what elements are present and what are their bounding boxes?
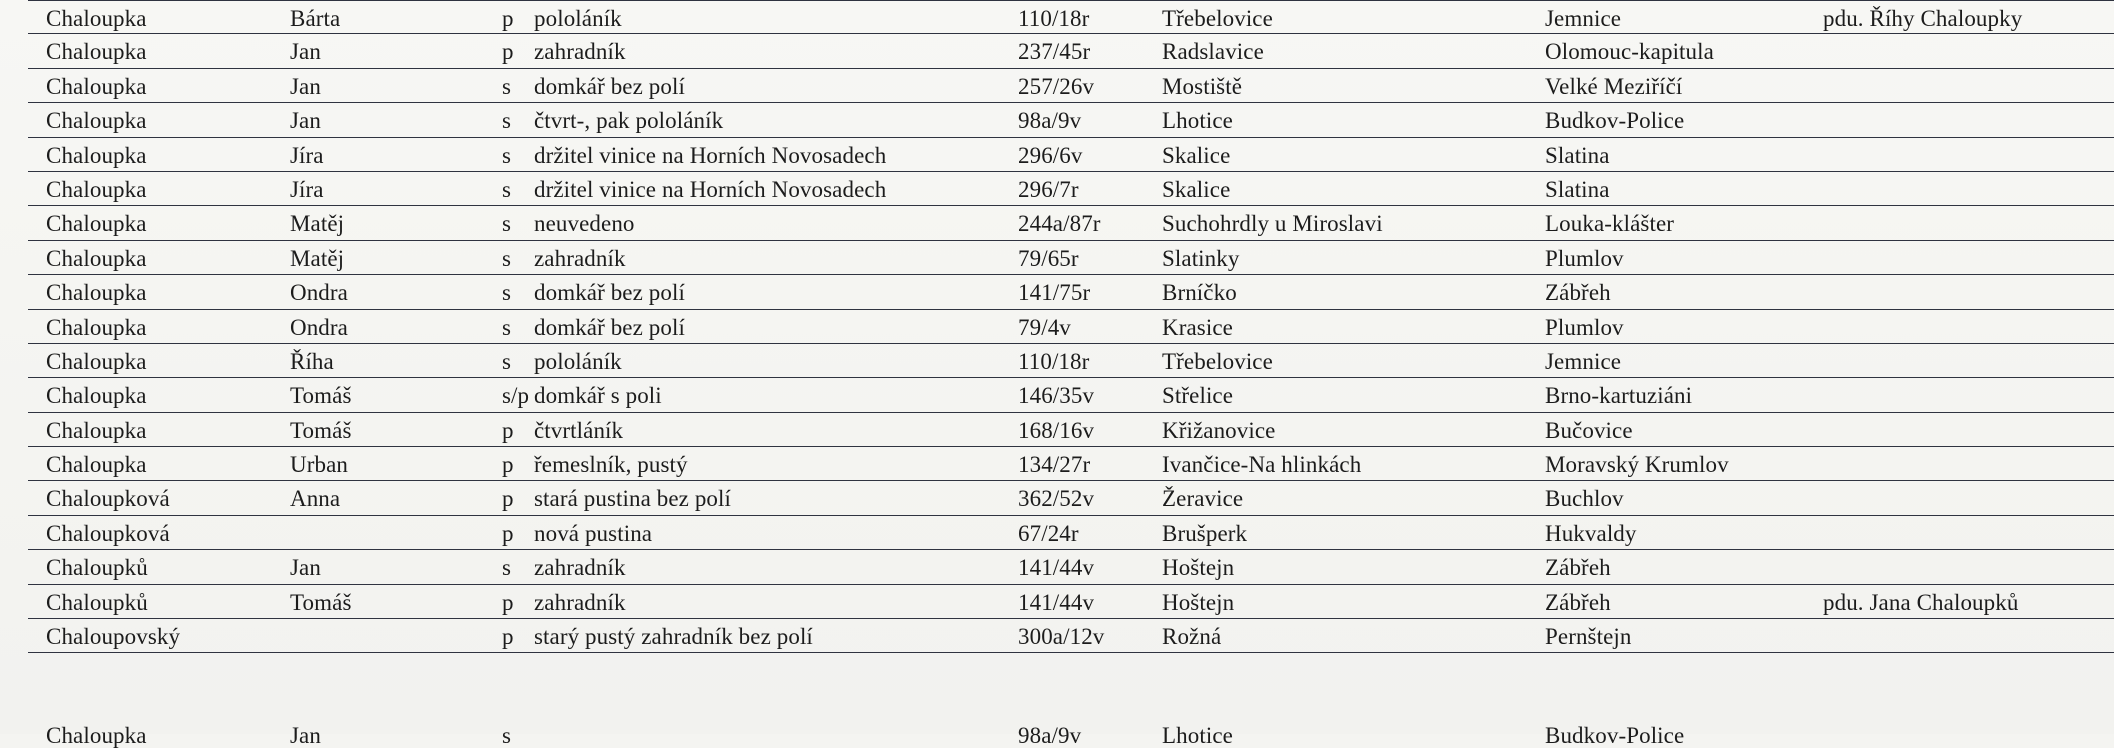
village-cell: Brníčko [1162, 280, 1237, 306]
village-cell: Brušperk [1162, 520, 1248, 546]
table-row [28, 206, 2114, 240]
village-cell: Suchohrdly u Miroslavi [1162, 211, 1383, 237]
village-cell: Třebelovice [1162, 348, 1273, 374]
estate-cell: Louka-klášter [1545, 211, 1675, 237]
occupation-cell: domkář bez polí [534, 73, 685, 99]
status-cell: p [502, 39, 514, 65]
estate-cell: Olomouc-kapitula [1545, 39, 1714, 65]
surname-cell: Chaloupka [46, 383, 147, 409]
table-row [28, 310, 2114, 344]
village-cell: Třebelovice [1162, 6, 1273, 31]
occupation-cell: nová pustina [534, 520, 653, 546]
table-row [28, 34, 2114, 68]
folio-cell: 141/44v [1018, 555, 1095, 581]
folio-cell: 296/6v [1018, 142, 1083, 168]
note-cell: pdu. Jana Chaloupků [1823, 589, 2019, 615]
given-name-cell: Matěj [290, 245, 345, 271]
estate-cell: Velké Meziříčí [1545, 73, 1683, 99]
given-name-cell: Urban [290, 452, 348, 478]
status-cell: s [502, 723, 512, 748]
surname-cell: Chaloupková [46, 520, 170, 546]
village-cell: Střelice [1162, 383, 1234, 409]
given-name-cell: Jan [290, 39, 321, 65]
surname-cell: Chaloupka [46, 280, 147, 306]
estate-cell: Slatina [1545, 176, 1610, 202]
folio-cell: 134/27r [1018, 452, 1091, 478]
table-row [28, 378, 2114, 412]
given-name-cell: Jan [290, 73, 321, 99]
estate-cell: Jemnice [1545, 6, 1622, 31]
occupation-cell: domkář bez polí [534, 314, 685, 340]
status-cell: p [502, 6, 514, 31]
occupation-cell: zahradník [534, 589, 626, 615]
surname-cell: Chaloupka [46, 142, 147, 168]
occupation-cell: stará pustina bez polí [534, 486, 732, 512]
status-cell: s [502, 245, 512, 271]
surname-cell: Chaloupků [46, 589, 148, 615]
surname-cell: Chaloupka [46, 348, 147, 374]
folio-cell: 79/65r [1018, 245, 1079, 271]
folio-cell: 110/18r [1018, 6, 1090, 31]
given-name-cell: Jan [290, 108, 321, 134]
village-cell: Skalice [1162, 176, 1231, 202]
given-name-cell: Anna [290, 486, 341, 512]
status-cell: s [502, 348, 512, 374]
table-row [28, 241, 2114, 275]
folio-cell: 141/44v [1018, 589, 1095, 615]
estate-cell: Plumlov [1545, 245, 1624, 271]
estate-cell: Buchlov [1545, 486, 1624, 512]
surname-cell: Chaloupka [46, 452, 147, 478]
note-cell: pdu. Říhy Chaloupky [1823, 6, 2023, 31]
folio-cell: 300a/12v [1018, 624, 1105, 650]
folio-cell: 296/7r [1018, 176, 1079, 202]
estate-cell: Pernštejn [1545, 624, 1632, 650]
village-cell: Hoštejn [1162, 589, 1235, 615]
status-cell: s [502, 142, 512, 168]
village-cell: Lhotice [1162, 108, 1233, 134]
occupation-cell: zahradník [534, 245, 626, 271]
occupation-cell: pololáník [534, 348, 622, 374]
status-cell: s [502, 211, 512, 237]
surname-cell: Chaloupovský [46, 624, 181, 650]
estate-cell: Budkov-Police [1545, 108, 1685, 134]
village-cell: Slatinky [1162, 245, 1240, 271]
status-cell: s [502, 280, 512, 306]
table-row [28, 0, 2114, 34]
village-cell: Mostiště [1162, 73, 1243, 99]
village-cell: Žeravice [1162, 486, 1244, 512]
surname-cell: Chaloupka [46, 314, 147, 340]
estate-cell: Plumlov [1545, 314, 1624, 340]
folio-cell: 168/16v [1018, 417, 1095, 443]
folio-cell: 244a/87r [1018, 211, 1101, 237]
status-cell: s [502, 73, 512, 99]
estate-cell: Brno-kartuziáni [1545, 383, 1693, 409]
occupation-cell: pololáník [534, 6, 622, 31]
estate-cell: Zábřeh [1545, 280, 1611, 306]
folio-cell: 98a/9v [1018, 108, 1082, 134]
table-row [28, 585, 2114, 619]
surname-cell: Chaloupka [46, 176, 147, 202]
table-row [28, 172, 2114, 206]
estate-cell: Moravský Krumlov [1545, 452, 1729, 478]
estate-cell: Budkov-Police [1545, 723, 1685, 748]
given-name-cell: Tomáš [290, 589, 352, 615]
table-row [28, 481, 2114, 515]
village-cell: Rožná [1162, 624, 1222, 650]
occupation-cell: čtvrtláník [534, 417, 624, 443]
occupation-cell: neuvedeno [534, 211, 635, 237]
occupation-cell: zahradník [534, 39, 626, 65]
status-cell: p [502, 452, 514, 478]
table-row [28, 69, 2114, 103]
table-row [28, 413, 2114, 447]
folio-cell: 362/52v [1018, 486, 1095, 512]
surname-cell: Chaloupků [46, 555, 148, 581]
occupation-cell: čtvrt-, pak pololáník [534, 108, 724, 134]
table-row [28, 103, 2114, 137]
occupation-cell: řemeslník, pustý [534, 452, 688, 478]
given-name-cell: Jan [290, 723, 321, 748]
given-name-cell: Jíra [290, 142, 324, 168]
status-cell: s [502, 555, 512, 581]
occupation-cell: domkář bez polí [534, 280, 685, 306]
occupation-cell: domkář s poli [534, 383, 662, 409]
surname-cell: Chaloupka [46, 417, 147, 443]
table-row [28, 516, 2114, 550]
folio-cell: 141/75r [1018, 280, 1091, 306]
surname-cell: Chaloupka [46, 39, 147, 65]
table-row [28, 550, 2114, 584]
surname-cell: Chaloupková [46, 486, 170, 512]
given-name-cell: Jan [290, 555, 321, 581]
occupation-cell: zahradník [534, 555, 626, 581]
village-cell: Křižanovice [1162, 417, 1276, 443]
estate-cell: Slatina [1545, 142, 1610, 168]
folio-cell: 110/18r [1018, 348, 1090, 374]
occupation-cell: starý pustý zahradník bez polí [534, 624, 813, 650]
occupation-cell: držitel vinice na Horních Novosadech [534, 176, 887, 202]
status-cell: s [502, 108, 512, 134]
surname-cell: Chaloupka [46, 723, 147, 748]
folio-cell: 67/24r [1018, 520, 1079, 546]
given-name-cell: Jíra [290, 176, 324, 202]
estate-cell: Jemnice [1545, 348, 1622, 374]
village-cell: Hoštejn [1162, 555, 1235, 581]
status-cell: p [502, 589, 514, 615]
status-cell: s/p [502, 383, 530, 409]
table-row [28, 275, 2114, 309]
village-cell: Skalice [1162, 142, 1231, 168]
folio-cell: 146/35v [1018, 383, 1095, 409]
table-row [28, 344, 2114, 378]
given-name-cell: Matěj [290, 211, 345, 237]
surname-cell: Chaloupka [46, 6, 147, 31]
village-cell: Lhotice [1162, 723, 1233, 748]
village-cell: Ivančice-Na hlinkách [1162, 452, 1362, 478]
village-cell: Krasice [1162, 314, 1233, 340]
estate-cell: Bučovice [1545, 417, 1633, 443]
surname-cell: Chaloupka [46, 73, 147, 99]
given-name-cell: Říha [290, 348, 334, 374]
given-name-cell: Ondra [290, 280, 348, 306]
table-row [28, 447, 2114, 481]
cut-off-row [28, 723, 2114, 748]
status-cell: p [502, 486, 514, 512]
folio-cell: 237/45r [1018, 39, 1091, 65]
status-cell: p [502, 417, 514, 443]
occupation-cell: držitel vinice na Horních Novosadech [534, 142, 887, 168]
folio-cell: 257/26v [1018, 73, 1095, 99]
table-row [28, 619, 2114, 653]
given-name-cell: Bárta [290, 6, 341, 31]
estate-cell: Zábřeh [1545, 555, 1611, 581]
folio-cell: 98a/9v [1018, 723, 1082, 748]
folio-cell: 79/4v [1018, 314, 1071, 340]
table-row [28, 138, 2114, 172]
status-cell: p [502, 624, 514, 650]
surname-cell: Chaloupka [46, 108, 147, 134]
estate-cell: Zábřeh [1545, 589, 1611, 615]
surname-cell: Chaloupka [46, 211, 147, 237]
status-cell: p [502, 520, 514, 546]
given-name-cell: Tomáš [290, 417, 352, 443]
status-cell: s [502, 176, 512, 202]
estate-cell: Hukvaldy [1545, 520, 1637, 546]
records-table [28, 0, 2114, 653]
given-name-cell: Ondra [290, 314, 348, 340]
given-name-cell: Tomáš [290, 383, 352, 409]
status-cell: s [502, 314, 512, 340]
village-cell: Radslavice [1162, 39, 1264, 65]
surname-cell: Chaloupka [46, 245, 147, 271]
